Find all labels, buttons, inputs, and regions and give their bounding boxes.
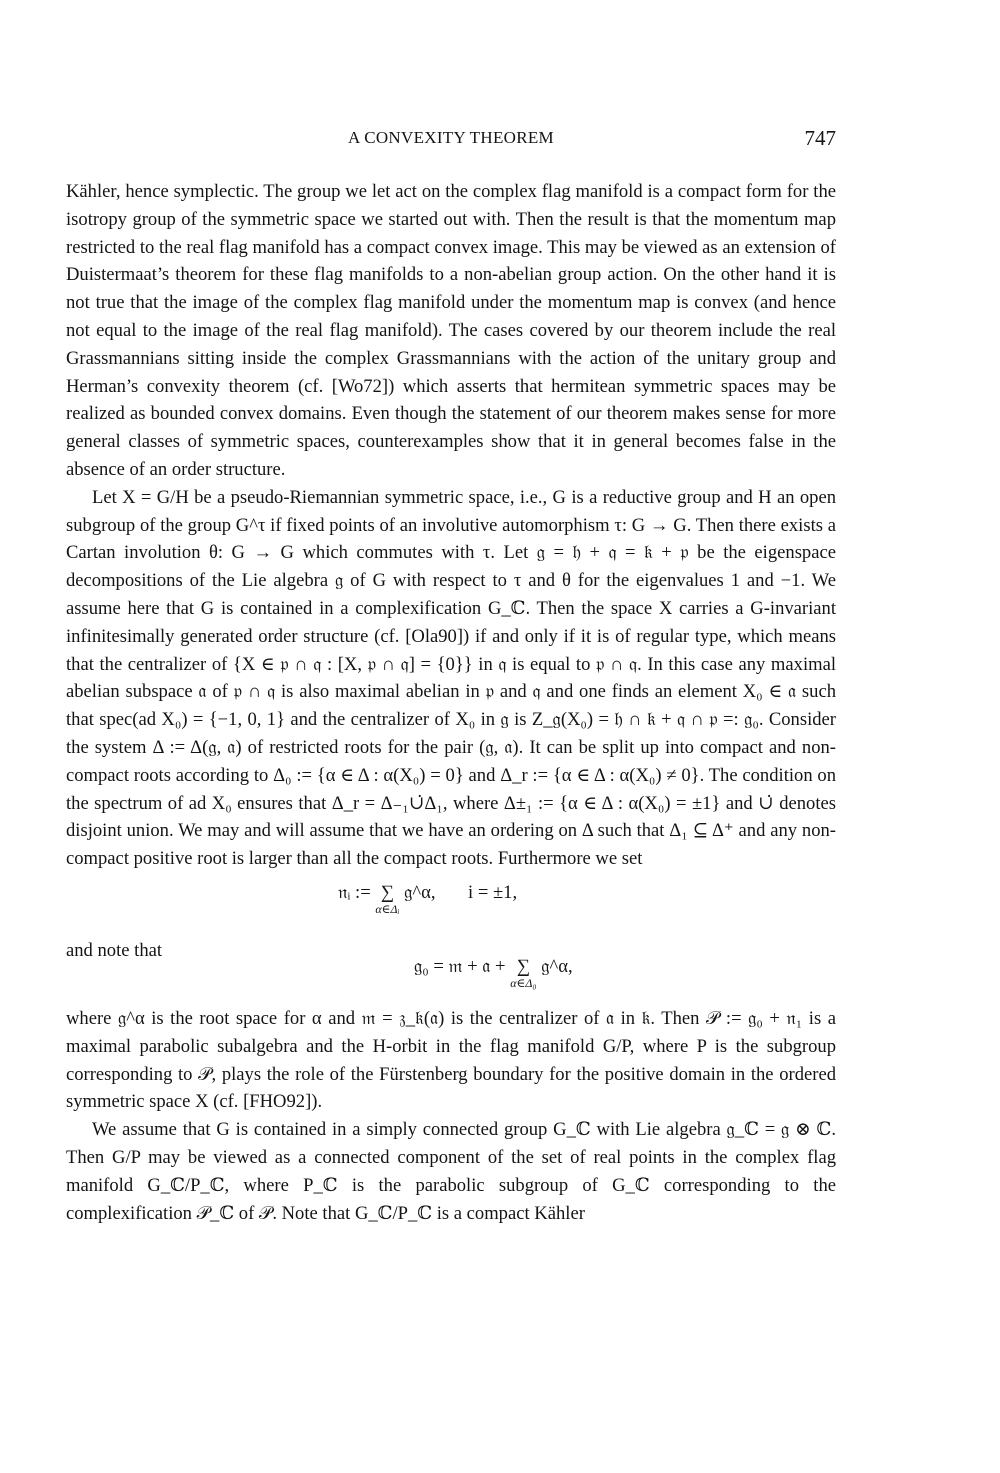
equation-n-i-formula: 𝔫ᵢ := ∑ α∈Δᵢ 𝔤^α, bbox=[338, 879, 436, 915]
page-number: 747 bbox=[804, 126, 836, 150]
summation-symbol: ∑ α∈Δ₀ bbox=[510, 955, 537, 990]
paragraph-intro: Kähler, hence symplectic. The group we let act on the complex flag manifold is a compact form for the isotropy group of the symmetric space we started out with. Then the result is that the momentum map restricted to the real flag manifold has a compact convex image. This may be viewed as an extension of Duistermaat’s theorem for these flag manifolds to a non-abelian group action. On the other hand it is not true that the image of the complex flag manifold under the momentum map is convex (and hence not equal to the image of the real flag manifold). The cases covered by our theorem include the real Grassmannians sitting inside the complex Grassmannians with the action of the unitary group and Herman’s convexity theorem (cf. [Wo72]) which asserts that hermitean symmetric spaces may be realized as bounded convex domains. Even though the statement of our theorem makes sense for more general classes of symmetric spaces, counterexamples show that it in general becomes false in the absence of an order structure. bbox=[66, 181, 836, 480]
equation-g-0-formula: 𝔤₀ = 𝔪 + 𝔞 + ∑ α∈Δ₀ 𝔤^α, bbox=[414, 953, 573, 989]
running-title: A CONVEXITY THEOREM bbox=[348, 128, 554, 147]
summation-symbol: ∑ α∈Δᵢ bbox=[375, 881, 400, 916]
page-body bbox=[66, 178, 836, 1227]
equation-g-0 bbox=[66, 937, 836, 999]
note-that-text: and note that bbox=[66, 939, 163, 961]
paragraph-complexification: We assume that G is contained in a simply connected group G_ℂ with Lie algebra 𝔤_ℂ = 𝔤 ⊗ ℂ. Then G/P may be viewed as a connected component of the set of real points in the complex flag manifold G_ℂ/P_ℂ, where P_ℂ is the parabolic subgroup of G_ℂ corresponding to the complexification 𝒫_ℂ of 𝒫. Note that G_ℂ/P_ℂ is a compact Kähler bbox=[66, 1119, 836, 1224]
running-header bbox=[66, 128, 836, 158]
equation-n-i bbox=[66, 877, 836, 933]
equation-n-i-condition: i = ±1, bbox=[468, 881, 518, 903]
paragraph-parabolic: where 𝔤^α is the root space for α and 𝔪 = 𝔷_𝔨(𝔞) is the centralizer of 𝔞 in 𝔨. Then 𝒫 := 𝔤₀ + 𝔫₁ is a maximal parabolic subalgebra and the H-orbit in the flag manifold G/P, where P is the subgroup corresponding to 𝒫, plays the role of the Fürstenberg boundary for the positive domain in the ordered symmetric space X (cf. [FHO92]). bbox=[66, 1007, 836, 1113]
paragraph-setup: Let X = G/H be a pseudo-Riemannian symmetric space, i.e., G is a reductive group and H an open subgroup of the group G^τ if fixed points of an involutive automorphism τ: G → G. Then there exists a Cartan involution θ: G → G which commutes with τ. Let 𝔤 = 𝔥 + 𝔮 = 𝔨 + 𝔭 be the eigenspace decompositions of the Lie algebra 𝔤 of G with respect to τ and θ for the eigenvalues 1 and −1. We assume here that G is contained in a complexification G_ℂ. Then the space X carries a G-invariant infinitesimally generated order structure (cf. [Ola90]) if and only if it is of regular type, which means that the centralizer of {X ∈ 𝔭 ∩ 𝔮 : [X, 𝔭 ∩ 𝔮] = {0}} in 𝔮 is equal to 𝔭 ∩ 𝔮. In this case any maximal abelian subspace 𝔞 of 𝔭 ∩ 𝔮 is also maximal abelian in 𝔭 and 𝔮 and one finds an element X₀ ∈ 𝔞 such that spec(ad X₀) = {−1, 0, 1} and the centralizer of X₀ in 𝔤 is Z_𝔤(X₀) = 𝔥 ∩ 𝔨 + 𝔮 ∩ 𝔭 =: 𝔤₀. Consider the system Δ := Δ(𝔤, 𝔞) of restricted roots for the pair (𝔤, 𝔞). It can be split up into compact and non-compact roots according to Δ₀ := {α ∈ Δ : α(X₀) = 0} and Δ_r := {α ∈ Δ : α(X₀) ≠ 0}. The condition on the spectrum of ad X₀ ensures that Δ_r = Δ₋₁∪̇Δ₁, where Δ±₁ := {α ∈ Δ : α(X₀) = ±1} and ∪̇ denotes disjoint union. We may and will assume that we have an ordering on Δ such that Δ₁ ⊆ Δ⁺ and any non-compact positive root is larger than all the compact roots. Furthermore we set bbox=[66, 486, 836, 870]
